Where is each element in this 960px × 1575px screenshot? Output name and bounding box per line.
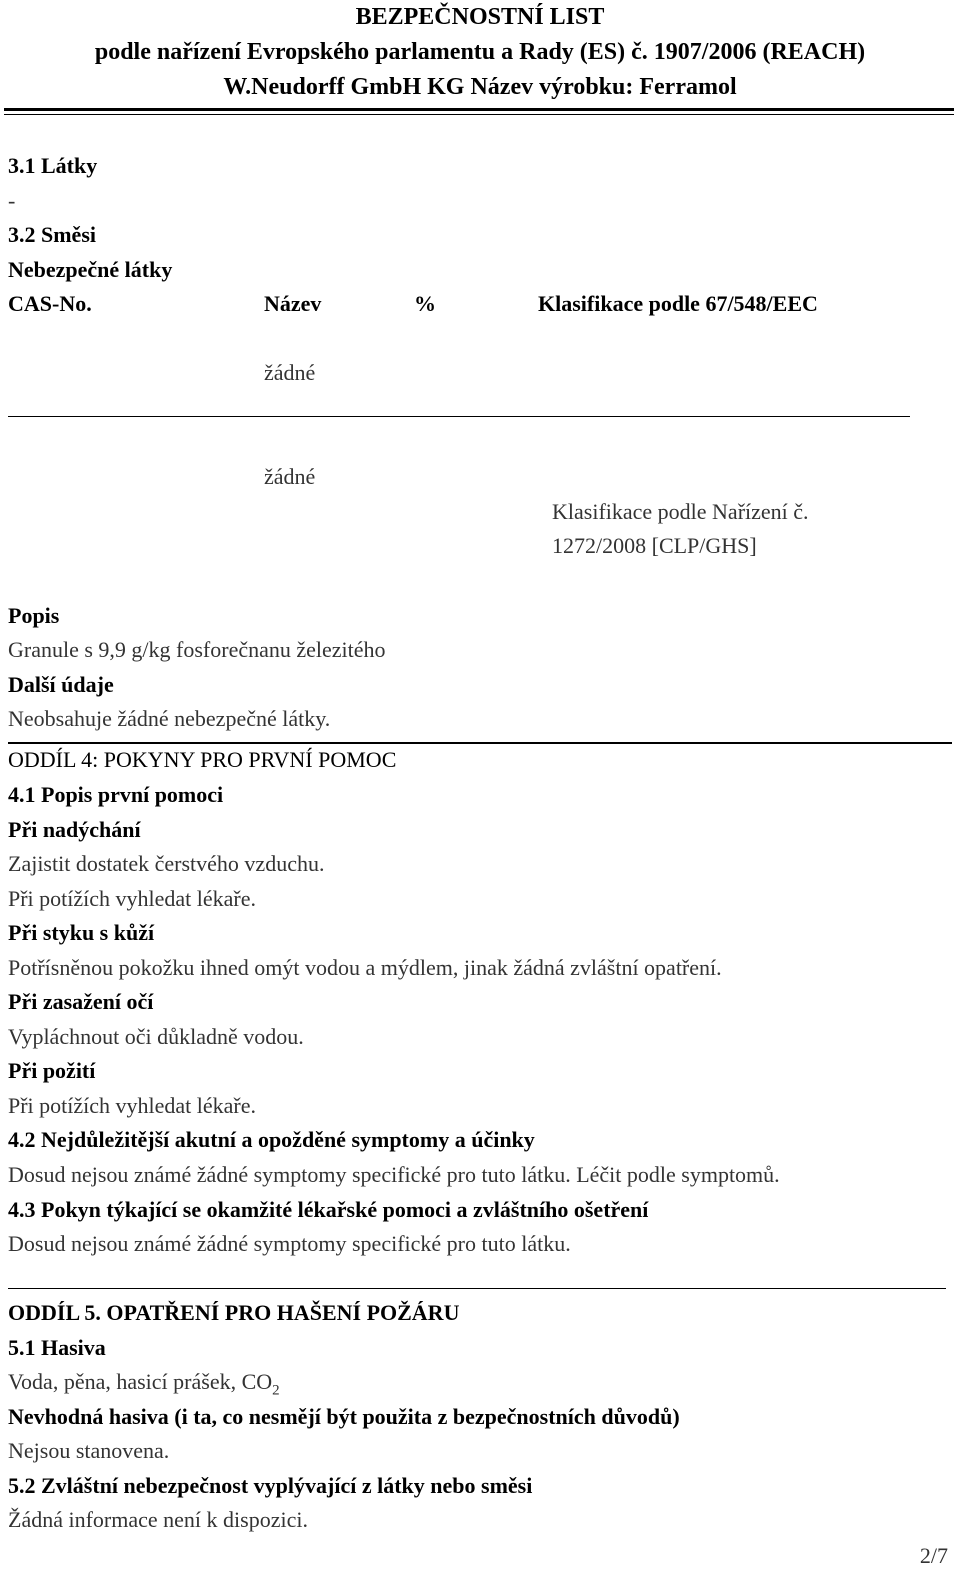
document-title: BEZPEČNOSTNÍ LIST [355, 4, 605, 30]
table-row-name: žádné [264, 464, 316, 489]
page-number: 2/7 [919, 1543, 948, 1568]
section-5-1-title: 5.1 Hasiva [8, 1335, 106, 1360]
extinguishing-media-main: Voda, pěna, hasicí prášek, CO [8, 1369, 273, 1394]
regulation-subtitle: podle nařízení Evropského parlamentu a Rady (ES) č. 1907/2006 (REACH) [94, 39, 866, 65]
column-classification-clp-line1: Klasifikace podle Nařízení č. [552, 499, 809, 524]
table-row-name: žádné [264, 360, 316, 385]
description-value: Granule s 9,9 g/kg fosforečnanu železitého [8, 637, 386, 662]
eye-contact-text: Vypláchnout oči důkladně vodou. [8, 1024, 304, 1049]
skin-contact-text: Potřísněnou pokožku ihned omýt vodou a mýdlem, jinak žádná zvláštní opatření. [8, 955, 722, 980]
section-5-rule [8, 1288, 946, 1289]
section-4-2-title: 4.2 Nejdůležitější akutní a opožděné symptomy a účinky [8, 1127, 535, 1152]
column-cas: CAS-No. [8, 291, 92, 316]
eye-contact-label: Při zasažení očí [8, 989, 154, 1014]
section-4-2-text: Dosud nejsou známé žádné symptomy specifické pro tuto látku. Léčit podle symptomů. [8, 1162, 780, 1187]
extinguishing-media-subscript: 2 [272, 1382, 280, 1399]
section-5-2-text: Žádná informace není k dispozici. [8, 1507, 308, 1532]
section-4-1-title: 4.1 Popis první pomoci [8, 782, 224, 807]
extinguishing-media-text [8, 1368, 280, 1404]
inhalation-label: Při nadýchání [8, 817, 141, 842]
skin-contact-label: Při styku s kůží [8, 920, 155, 945]
section-3-2-title: 3.2 Směsi [8, 222, 96, 247]
section-5-2-title: 5.2 Zvláštní nebezpečnost vyplývající z látky nebo směsi [8, 1473, 533, 1498]
hazardous-substances-label: Nebezpečné látky [8, 257, 173, 282]
column-classification-clp-line2: 1272/2008 [CLP/GHS] [552, 533, 757, 558]
description-label: Popis [8, 603, 60, 628]
section-4-rule [8, 742, 952, 744]
inhalation-text: Zajistit dostatek čerstvého vzduchu. [8, 851, 325, 876]
section-4-3-text: Dosud nejsou známé žádné symptomy specifické pro tuto látku. [8, 1231, 571, 1256]
header-rule [4, 108, 954, 115]
section-4-title: ODDÍL 4: POKYNY PRO PRVNÍ POMOC [8, 747, 397, 772]
section-4-3-title: 4.3 Pokyn týkající se okamžité lékařské pomoci a zvláštního ošetření [8, 1197, 649, 1222]
column-name: Název [264, 291, 322, 316]
inhalation-text-2: Při potížích vyhledat lékaře. [8, 886, 257, 911]
additional-info-value: Neobsahuje žádné nebezpečné látky. [8, 706, 331, 731]
additional-info-label: Další údaje [8, 672, 114, 697]
section-3-1-title: 3.1 Látky [8, 153, 98, 178]
ingestion-label: Při požití [8, 1058, 96, 1083]
ingestion-text: Při potížích vyhledat lékaře. [8, 1093, 257, 1118]
unsuitable-media-label: Nevhodná hasiva (i ta, co nesmějí být použita z bezpečnostních důvodů) [8, 1404, 680, 1429]
company-product-line: W.Neudorff GmbH KG Název výrobku: Ferramol [223, 74, 737, 100]
unsuitable-media-text: Nejsou stanovena. [8, 1438, 170, 1463]
column-classification-eec: Klasifikace podle 67/548/EEC [538, 291, 818, 316]
table-divider [8, 416, 910, 417]
section-5-title: ODDÍL 5. OPATŘENÍ PRO HAŠENÍ POŽÁRU [8, 1300, 460, 1325]
column-percent: % [414, 291, 436, 316]
section-3-1-value: - [8, 188, 16, 213]
